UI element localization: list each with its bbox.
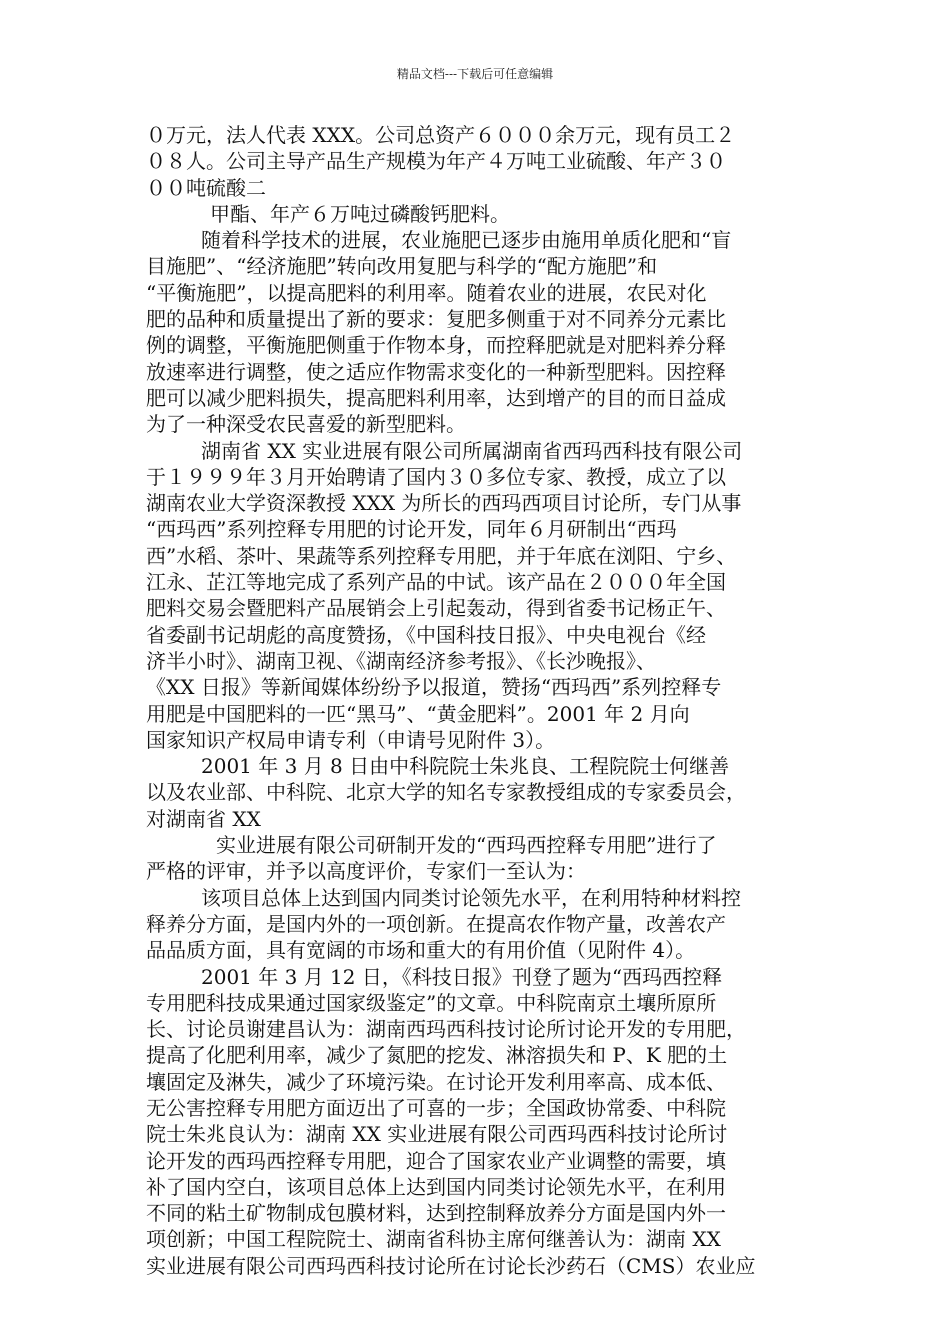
text-line: 目施肥”、“经济施肥”转向改用复肥与科学的“配方施肥”和: [146, 254, 658, 279]
text-line: 以及农业部、中科院、北京大学的知名专家教授组成的专家委员会，: [146, 780, 746, 805]
text-line: 例的调整，平衡施肥侧重于作物本身，而控释肥就是对肥料养分释: [146, 333, 726, 358]
text-line: 《XX 日报》等新闻媒体纷纷予以报道，赞扬“西玛西”系列控释专: [146, 675, 722, 700]
text-line: 随着科学技术的进展，农业施肥已逐步由施用单质化肥和“盲: [201, 228, 732, 253]
text-line: ０万元，法人代表 XXX。公司总资产６０００余万元，现有员工２: [146, 123, 736, 147]
text-line: ０８人。公司主导产品生产规模为年产４万吨工业硫酸、年产３０: [146, 149, 726, 174]
text-line: 肥可以减少肥料损失，提高肥料利用率，达到增产的目的而日益成: [146, 385, 726, 410]
text-line: 湖南农业大学资深教授 XXX 为所长的西玛西项目讨论所，专门从事: [146, 491, 742, 516]
text-line: 西”水稻、茶叶、果蔬等系列控释专用肥，并于年底在浏阳、宁乡、: [146, 543, 737, 568]
text-line: 项创新；中国工程院院士、湖南省科协主席何继善认为：湖南 XX: [146, 1227, 721, 1252]
text-line: 专用肥科技成果通过国家级鉴定”的文章。中科院南京土壤所原所: [146, 990, 717, 1015]
text-line: 提高了化肥利用率，减少了氮肥的挖发、淋溶损失和 P、K 肥的土: [146, 1043, 728, 1068]
text-line: 放速率进行调整，使之适应作物需求变化的一种新型肥料。因控释: [146, 359, 726, 384]
text-line: 为了一种深受农民喜爱的新型肥料。: [146, 412, 466, 437]
text-line: 实业进展有限公司西玛西科技讨论所在讨论长沙药石（CMS）农业应: [146, 1253, 756, 1278]
text-line: 2001 年 3 月 8 日由中科院院士朱兆良、工程院院士何继善: [201, 754, 730, 779]
text-line: 释养分方面，是国内外的一项创新。在提高农作物产量，改善农产: [146, 911, 726, 936]
text-line: 长、讨论员谢建昌认为：湖南西玛西科技讨论所讨论开发的专用肥，: [146, 1017, 746, 1042]
text-line: 2001 年 3 月 12 日，《科技日报》刊登了题为“西玛西控释: [201, 964, 723, 989]
text-line: 于１９９９年３月开始聘请了国内３０多位专家、教授，成立了以: [146, 464, 726, 489]
text-line: 国家知识产权局申请专利（申请号见附件 3）。: [146, 727, 556, 752]
text-line: 院士朱兆良认为：湖南 XX 实业进展有限公司西玛西科技讨论所讨: [146, 1122, 728, 1147]
text-line: 肥的品种和质量提出了新的要求：复肥多侧重于对不同养分元素比: [146, 307, 726, 332]
document-body: [146, 122, 816, 1279]
text-line: 论开发的西玛西控释专用肥，迎合了国家农业产业调整的需要，填: [146, 1148, 726, 1173]
text-line: 济半小时》、湖南卫视、《湖南经济参考报》、《长沙晚报》、: [146, 648, 656, 673]
text-line: 甲酯、年产６万吨过磷酸钙肥料。: [210, 201, 510, 226]
text-line: “平衡施肥”，以提高肥料的利用率。随着农业的进展，农民对化: [146, 280, 707, 305]
text-line: 无公害控释专用肥方面迈出了可喜的一步；全国政协常委、中科院: [146, 1095, 726, 1120]
text-line: 用肥是中国肥料的一匹“黑马”、“黄金肥料”。2001 年 2 月向: [146, 701, 690, 726]
text-line: 江永、芷江等地完成了系列产品的中试。该产品在２０００年全国: [146, 570, 726, 595]
text-line: 实业进展有限公司研制开发的“西玛西控释专用肥”进行了: [216, 833, 717, 858]
text-line: 肥料交易会暨肥料产品展销会上引起轰动，得到省委书记杨正午、: [146, 596, 726, 621]
text-line: 品品质方面，具有宽阔的市场和重大的有用价值（见附件 4）。: [146, 938, 696, 963]
text-line: ００吨硫酸二: [146, 175, 266, 200]
text-line: 该项目总体上达到国内同类讨论领先水平，在利用特种材料控: [201, 885, 741, 910]
text-line: 壤固定及淋失，减少了环境污染。在讨论开发利用率高、成本低、: [146, 1069, 726, 1094]
page-header: 精品文档---下载后可任意编辑: [396, 67, 554, 81]
text-line: 严格的评审，并予以高度评价，专家们一至认为：: [146, 859, 586, 884]
text-line: “西玛西”系列控释专用肥的讨论开发，同年６月研制出“西玛: [146, 517, 677, 542]
text-line: 湖南省 XX 实业进展有限公司所属湖南省西玛西科技有限公司: [201, 438, 743, 463]
text-line: 补了国内空白，该项目总体上达到国内同类讨论领先水平，在利用: [146, 1174, 726, 1199]
text-line: 省委副书记胡彪的高度赞扬，《中国科技日报》、中央电视台《经: [146, 622, 706, 647]
text-line: 不同的粘土矿物制成包膜材料，达到控制释放养分方面是国内外一: [146, 1201, 726, 1226]
text-line: 对湖南省 XX: [146, 806, 261, 831]
